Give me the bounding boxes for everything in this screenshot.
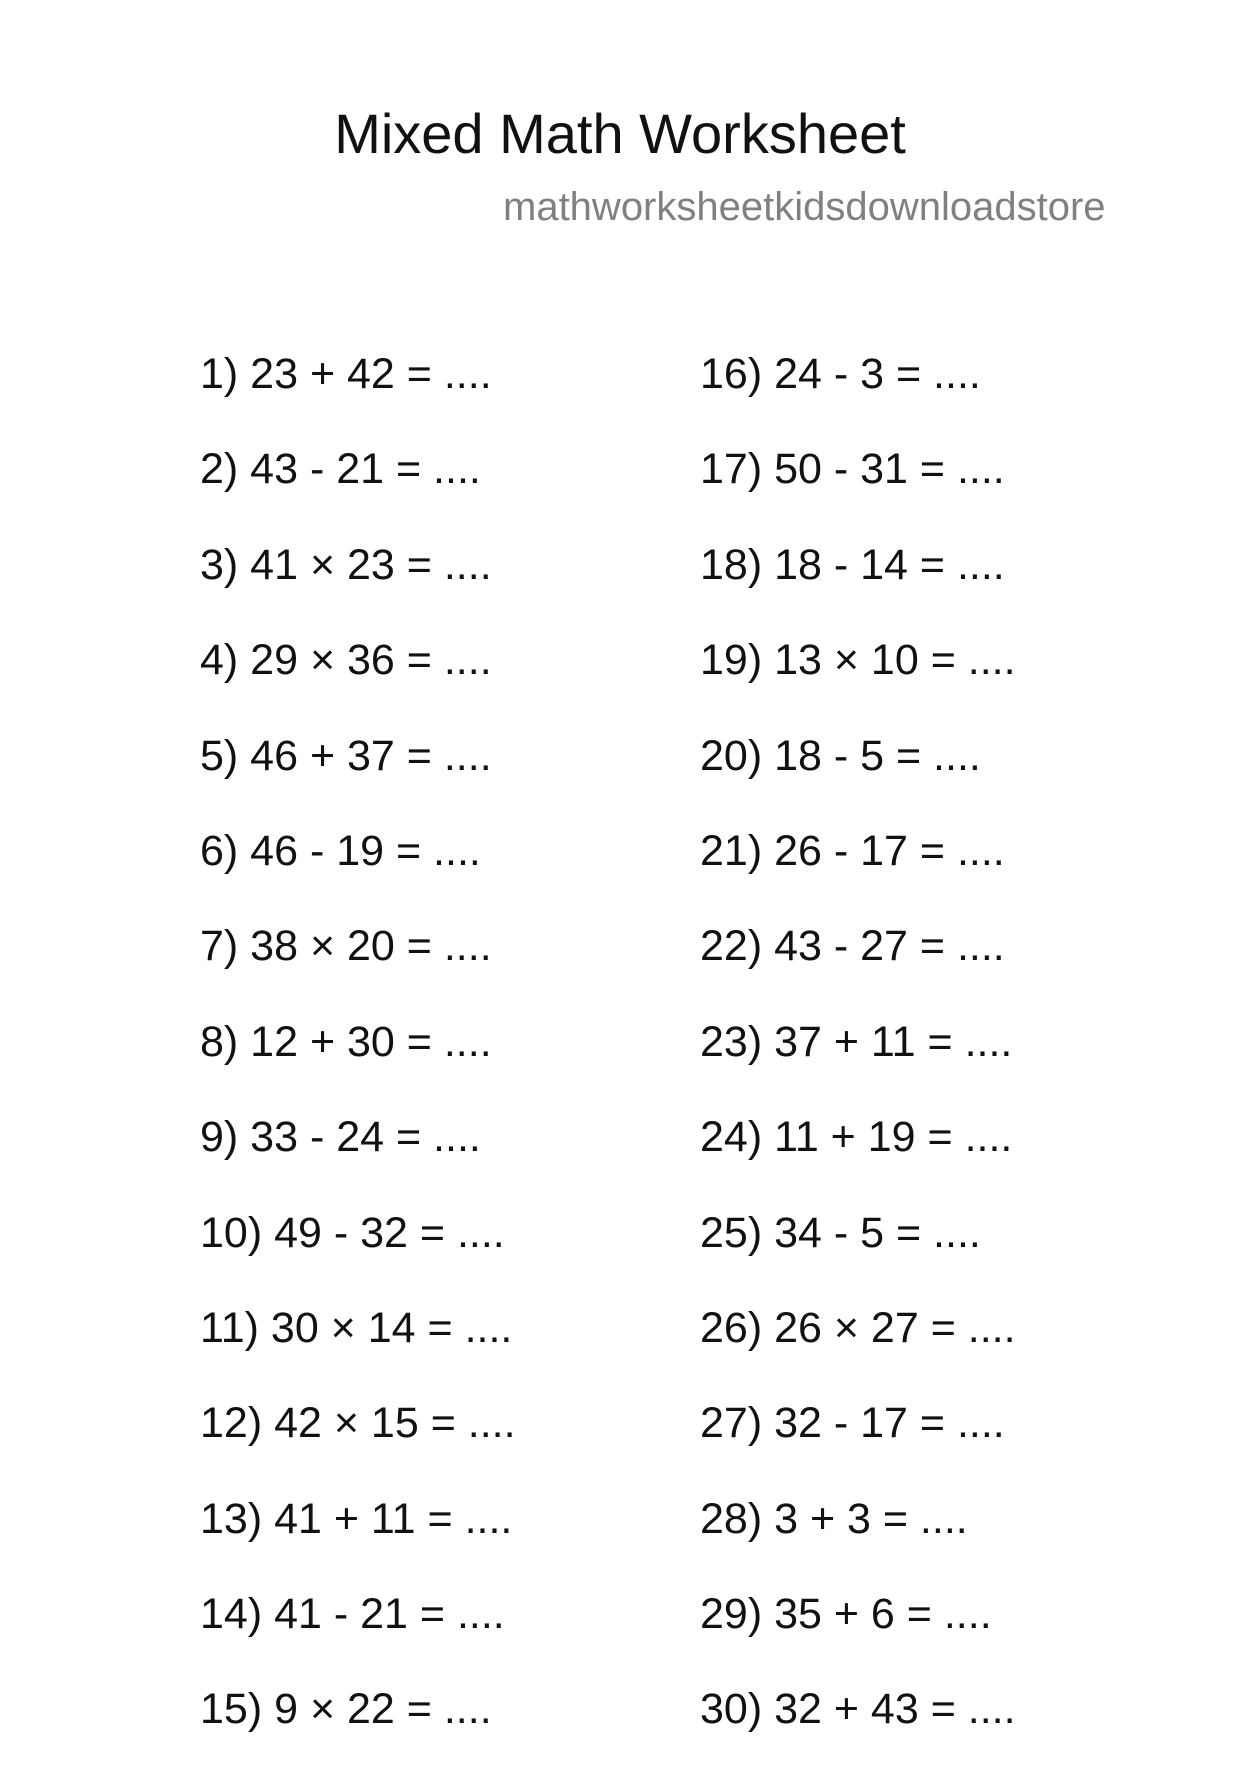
problem-12: 12) 42 × 15 = .... xyxy=(200,1399,516,1448)
problem-3: 3) 41 × 23 = .... xyxy=(200,540,492,589)
problem-7: 7) 38 × 20 = .... xyxy=(200,922,492,971)
problem-17: 17) 50 - 31 = .... xyxy=(700,445,1005,494)
problem-8: 8) 12 + 30 = .... xyxy=(200,1017,492,1066)
problem-2: 2) 43 - 21 = .... xyxy=(200,445,481,494)
worksheet-title: Mixed Math Worksheet xyxy=(334,102,906,165)
problem-28: 28) 3 + 3 = .... xyxy=(700,1494,968,1543)
problem-27: 27) 32 - 17 = .... xyxy=(700,1399,1005,1448)
problem-5: 5) 46 + 37 = .... xyxy=(200,731,492,780)
problem-30: 30) 32 + 43 = .... xyxy=(700,1685,1016,1734)
problem-20: 20) 18 - 5 = .... xyxy=(700,731,981,780)
problem-10: 10) 49 - 32 = .... xyxy=(200,1208,505,1257)
problem-23: 23) 37 + 11 = .... xyxy=(700,1017,1013,1066)
problem-column-left xyxy=(200,350,516,1781)
worksheet-subtitle: mathworksheetkidsdownloadstore xyxy=(503,185,1106,229)
problem-14: 14) 41 - 21 = .... xyxy=(200,1590,505,1639)
problem-26: 26) 26 × 27 = .... xyxy=(700,1303,1016,1352)
problem-6: 6) 46 - 19 = .... xyxy=(200,826,481,875)
problem-15: 15) 9 × 22 = .... xyxy=(200,1685,492,1734)
problem-9: 9) 33 - 24 = .... xyxy=(200,1113,481,1162)
problem-11: 11) 30 × 14 = .... xyxy=(200,1303,513,1352)
problem-4: 4) 29 × 36 = .... xyxy=(200,636,492,685)
problem-21: 21) 26 - 17 = .... xyxy=(700,826,1005,875)
problem-25: 25) 34 - 5 = .... xyxy=(700,1208,981,1257)
problem-16: 16) 24 - 3 = .... xyxy=(700,350,981,398)
problem-29: 29) 35 + 6 = .... xyxy=(700,1590,992,1639)
problem-18: 18) 18 - 14 = .... xyxy=(700,540,1005,589)
problem-22: 22) 43 - 27 = .... xyxy=(700,922,1005,971)
problem-column-right xyxy=(700,350,1016,1781)
problem-19: 19) 13 × 10 = .... xyxy=(700,636,1016,685)
problem-1: 1) 23 + 42 = .... xyxy=(200,350,492,398)
problem-13: 13) 41 + 11 = .... xyxy=(200,1494,513,1543)
problem-24: 24) 11 + 19 = .... xyxy=(700,1113,1013,1162)
